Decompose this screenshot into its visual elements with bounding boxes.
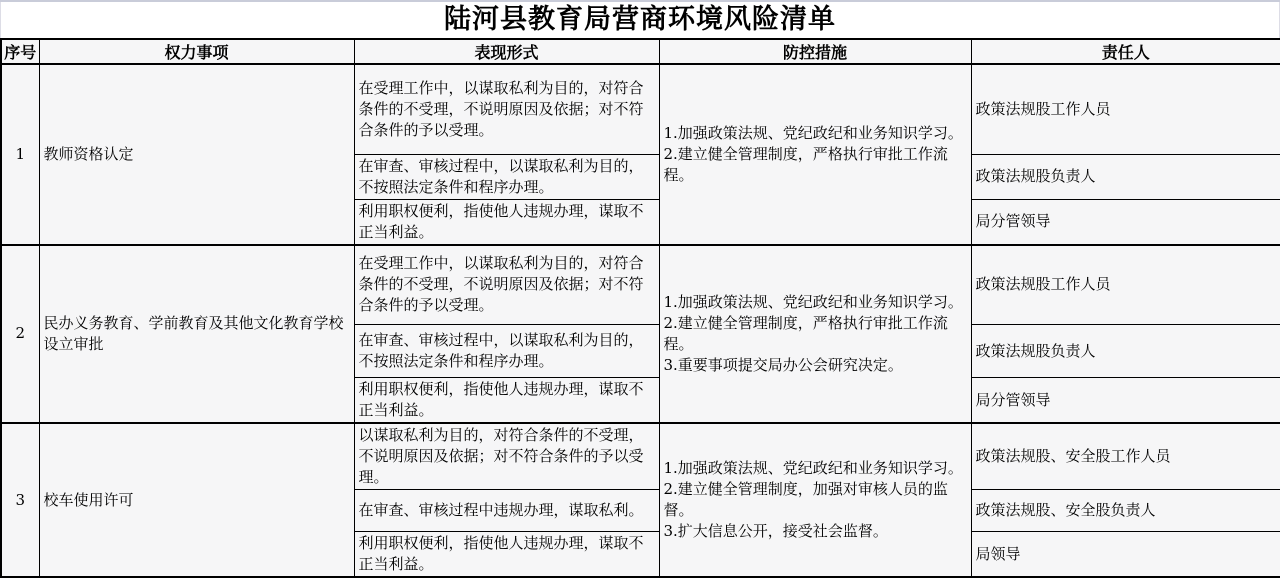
col-header-manifestation: 表现形式 [354, 39, 659, 64]
table-header-row [1, 39, 1280, 64]
manifestation-cell: 在审查、审核过程中，以谋取私利为目的，不按照法定条件和程序办理。 [354, 154, 659, 199]
responsible-cell: 政策法规股、安全股负责人 [971, 490, 1280, 532]
power-item-cell: 民办义务教育、学前教育及其他文化教育学校设立审批 [39, 245, 354, 424]
manifestation-cell: 在审查、审核过程中违规办理，谋取私利。 [354, 490, 659, 532]
measures-cell [659, 245, 971, 424]
manifestation-cell: 利用职权便利，指使他人违规办理，谋取不正当利益。 [354, 378, 659, 424]
measure-item: 1.加强政策法规、党纪政纪和业务知识学习。 [663, 459, 963, 477]
measure-item: 2.建立健全管理制度，严格执行审批工作流程。 [663, 313, 948, 353]
row-number: 1 [1, 64, 39, 245]
responsible-cell: 政策法规股工作人员 [971, 64, 1280, 154]
manifestation-cell: 在受理工作中，以谋取私利为目的，对符合条件的不受理，不说明原因及依据；对不符合条件的予以受理。 [354, 64, 659, 154]
measures-cell [659, 423, 971, 577]
measure-item: 3.扩大信息公开，接受社会监督。 [663, 522, 888, 540]
responsible-cell: 局领导 [971, 532, 1280, 578]
responsible-cell: 政策法规股工作人员 [971, 245, 1280, 325]
responsible-cell: 政策法规股负责人 [971, 325, 1280, 378]
measure-item: 3.重要事项提交局办公会研究决定。 [663, 355, 903, 374]
manifestation-cell: 在受理工作中，以谋取私利为目的，对符合条件的不受理，不说明原因及依据；对不符合条件的予以受理。 [354, 245, 659, 325]
manifestation-cell: 以谋取私利为目的，对符合条件的不受理，不说明原因及依据；对不符合条件的予以受理。 [354, 423, 659, 490]
responsible-cell: 政策法规股、安全股工作人员 [971, 423, 1280, 490]
responsible-cell: 局分管领导 [971, 199, 1280, 245]
manifestation-cell: 利用职权便利，指使他人违规办理，谋取不正当利益。 [354, 199, 659, 245]
measure-item: 1.加强政策法规、党纪政纪和业务知识学习。 [663, 292, 963, 311]
col-header-measures: 防控措施 [659, 39, 971, 64]
col-header-power-item: 权力事项 [39, 39, 354, 64]
power-item-cell: 校车使用许可 [39, 423, 354, 577]
risk-table [0, 38, 1280, 578]
responsible-cell: 局分管领导 [971, 378, 1280, 424]
row-number: 2 [1, 245, 39, 424]
measure-item: 2.建立健全管理制度，加强对审核人员的监督。 [663, 480, 948, 519]
measure-item: 1.加强政策法规、党纪政纪和业务知识学习。 [663, 123, 963, 142]
responsible-cell: 政策法规股负责人 [971, 154, 1280, 199]
manifestation-cell: 在审查、审核过程中，以谋取私利为目的，不按照法定条件和程序办理。 [354, 325, 659, 378]
manifestation-cell: 利用职权便利，指使他人违规办理，谋取不正当利益。 [354, 532, 659, 578]
table-row [1, 245, 1280, 325]
power-item-cell: 教师资格认定 [39, 64, 354, 245]
row-number: 3 [1, 423, 39, 577]
measure-item: 2.建立健全管理制度，严格执行审批工作流程。 [663, 144, 948, 184]
table-row [1, 64, 1280, 154]
col-header-no: 序号 [1, 39, 39, 64]
page-title: 陆河县教育局营商环境风险清单 [0, 2, 1280, 38]
measures-cell [659, 64, 971, 245]
col-header-responsible: 责任人 [971, 39, 1280, 64]
table-row [1, 423, 1280, 490]
